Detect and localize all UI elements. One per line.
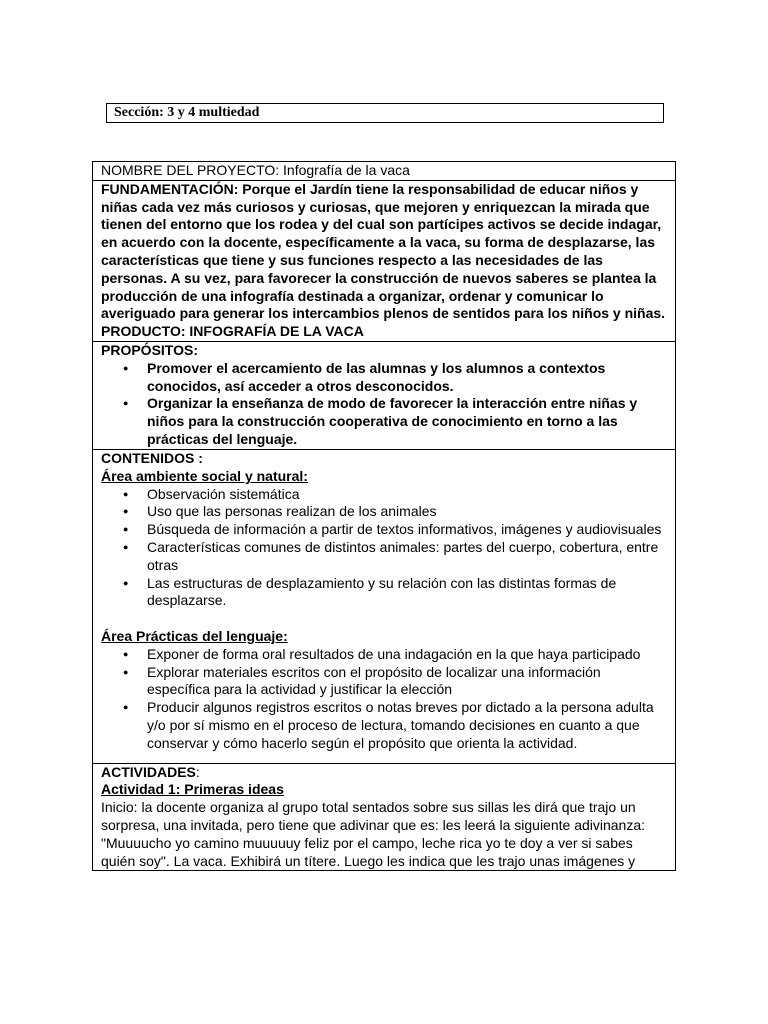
list-item: ● Organizar la enseñanza de modo de favorecer la interacción entre niñas y niños para la construcción cooperativa de conocimiento en torno a las prácticas del lenguaje. [101,395,667,448]
area1-list [101,486,667,611]
list-item: ● Las estructuras de desplazamiento y su relación con las distintas formas de desplazarse. [101,575,667,611]
list-item: ● Exponer de forma oral resultados de una indagación en la que haya participado [101,646,667,664]
project-table [92,161,676,871]
propositos-title: PROPÓSITOS: [101,341,198,358]
list-item: ● Promover el acercamiento de las alumnas y los alumnos a contextos conocidos, así acceder a otros desconocidos. [101,360,667,396]
actividad1-text: Inicio: la docente organiza al grupo total sentados sobre sus sillas les dirá que trajo un sorpresa, una invitada, pero tiene que adivinar que es: les leerá la siguiente adivinanza: "Muuuucho yo camino muuuuuy feliz por el campo, leche rica yo te doy a ver si sabes quién soy". La vaca. Exhibirá un títere. Luego les indica que les trajo unas imágenes y [101,799,646,869]
project-name: NOMBRE DEL PROYECTO: Infografía de la vaca [101,162,410,178]
list-item: ● Observación sistemática [101,486,667,504]
list-item: ● Uso que las personas realizan de los animales [101,503,667,521]
propositos-list [101,360,667,449]
section-label: Sección: 3 y 4 multiedad [106,103,664,123]
contenidos-title: CONTENIDOS : [101,449,203,466]
actividades-row [93,764,675,871]
fundamentacion-row [93,181,675,342]
list-item: ● Explorar materiales escritos con el propósito de localizar una información específica para la actividad y justificar la elección [101,664,667,700]
fundamentacion-text: FUNDAMENTACIÓN: Porque el Jardín tiene la responsabilidad de educar niños y niñas cada vez más curiosos y curiosas, que mejoren y enriquezcan la mirada que tienen del entorno que los rodea y del cual son partícipes activos se decide indagar, en acuerdo con la docente, específicamente a la vaca, su forma de desplazarse, las características que tiene y sus funciones respecto a las necesidades de las personas. A su vez, para favorecer la construcción de nuevos saberes se plantea la producción de una infografía destinada a organizar, ordenar y comunicar lo averiguado para generar los intercambios plenos de sentidos para los niños y niñas. [101,180,666,322]
producto-text: PRODUCTO: INFOGRAFÍA DE LA VACA [101,323,364,340]
actividades-title: ACTIVIDADES [101,763,196,780]
spacer [101,610,667,628]
project-name-row [93,162,675,181]
list-item: ● Características comunes de distintos animales: partes del cuerpo, cobertura, entre otras [101,539,667,575]
area2-list [101,646,667,753]
actividad1-title: Actividad 1: Primeras ideas [101,781,284,798]
list-item: ● Búsqueda de información a partir de textos informativos, imágenes y audiovisuales [101,521,667,539]
area2-title: Área Prácticas del lenguaje: [101,627,288,644]
contenidos-row [93,450,675,764]
list-item: ● Producir algunos registros escritos o notas breves por dictado a la persona adulta y/o por sí mismo en el proceso de lectura, tomando decisiones en cuanto a que conservar y cómo hacerlo según el propósito que orienta la actividad. [101,699,667,752]
area1-title: Área ambiente social y natural: [101,467,308,484]
actividades-colon: : [195,763,200,780]
propositos-row [93,342,675,450]
